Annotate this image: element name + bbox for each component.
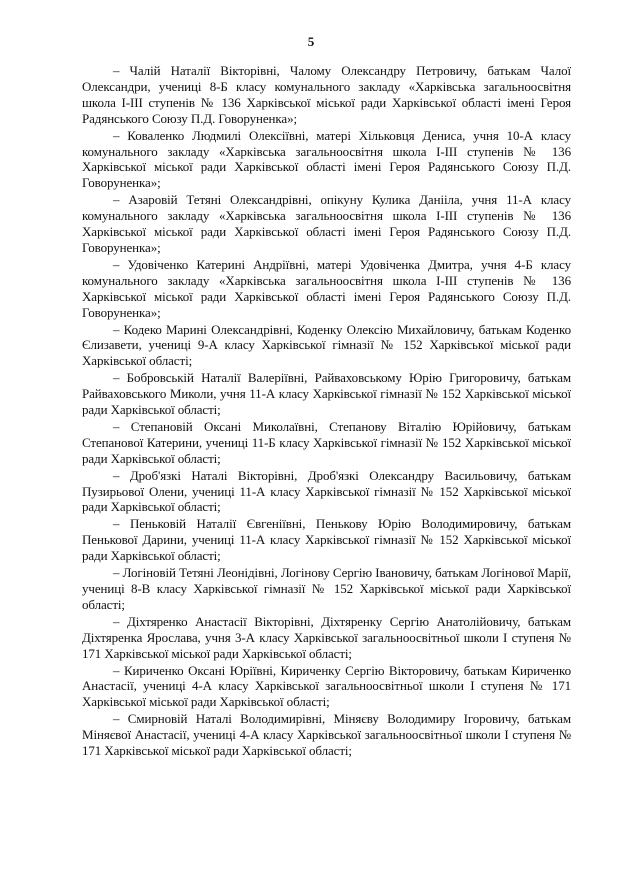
list-item: – Діхтяренко Анастасії Вікторівні, Діхтяренку Сергію Анатолійовичу, батькам Діхтяренка Ярослава, учня 3-А класу Харківської загальноосвітньої школи І ступеня № 171 Харківської міської ради Харківської області; [82, 613, 571, 661]
list-item: – Бобровській Наталії Валеріївні, Райваховському Юрію Григоровичу, батькам Райваховського Миколи, учня 11-А класу Харківської гімназії № 152 Харківської міської ради Харківської області; [82, 370, 571, 418]
list-item: – Смирновій Наталі Володимирівні, Міняєву Володимиру Ігоровичу, батькам Міняєвої Анастасії, учениці 4-А класу Харківської загальноосвітньої школи І ступеня № 171 Харківської міської ради Харківської області; [82, 711, 571, 759]
list-item: – Коваленко Людмилі Олексіївні, матері Хільковця Дениса, учня 10-А класу комунального закладу «Харківська загальноосвітня школа І-ІІІ ступенів № 136 Харківської міської ради Харківської області імені Героя Радянського Союзу П.Д. Говоруненка»; [82, 127, 571, 191]
list-item: – Кириченко Оксані Юріївні, Кириченку Сергію Вікторовичу, батькам Кириченко Анастасії, учениці 4-А класу Харківської загальноосвітньої школи І ступеня № 171 Харківської міської ради Харківської області; [82, 662, 571, 710]
document-body [82, 63, 571, 760]
list-item: – Степановій Оксані Миколаївні, Степанову Віталію Юрійовичу, батькам Степанової Катерини, учениці 11-Б класу Харківської гімназії № 152 Харківської міської ради Харківської області; [82, 418, 571, 466]
list-item: – Удовіченко Катерині Андріївні, матері Удовіченка Дмитра, учня 4-Б класу комунального закладу «Харківська загальноосвітня школа І-ІІІ ступенів № 136 Харківської міської ради Харківської області імені Героя Радянського Союзу П.Д. Говоруненка»; [82, 256, 571, 320]
list-item: – Логіновій Тетяні Леонідівні, Логінову Сергію Івановичу, батькам Логінової Марії, учениці 8-В класу Харківської гімназії № 152 Харківської міської ради Харківської області; [82, 565, 571, 612]
list-item: – Чалій Наталії Вікторівні, Чалому Олександру Петровичу, батькам Чалої Олександри, учениці 8-Б класу комунального закладу «Харківська загальноосвітня школа І-ІІІ ступенів № 136 Харківської міської ради Харківської області імені Героя Радянського Союзу П.Д. Говоруненка»; [82, 63, 571, 126]
list-item: – Пеньковій Наталії Євгеніївні, Пенькову Юрію Володимировичу, батькам Пенькової Дарини, учениці 11-А класу Харківської гімназії № 152 Харківської міської ради Харківської області; [82, 516, 571, 564]
list-item: – Кодеко Марині Олександрівні, Коденку Олексію Михайловичу, батькам Коденко Єлизавети, учениці 9-А класу Харківської гімназії № 152 Харківської міської ради Харківської області; [82, 321, 571, 369]
list-item: – Дроб'язкі Наталі Вікторівні, Дроб'язкі Олександру Васильовичу, батькам Пузирьової Олени, учениці 11-А класу Харківської гімназії № 152 Харківської міської ради Харківської області; [82, 467, 571, 515]
list-item: – Азаровій Тетяні Олександрівні, опікуну Кулика Данііла, учня 11-А класу комунального закладу «Харківська загальноосвітня школа І-ІІІ ступенів № 136 Харківської міської ради Харківської області імені Героя Радянського Союзу П.Д. Говоруненка»; [82, 192, 571, 255]
page-number: 5 [307, 34, 315, 49]
